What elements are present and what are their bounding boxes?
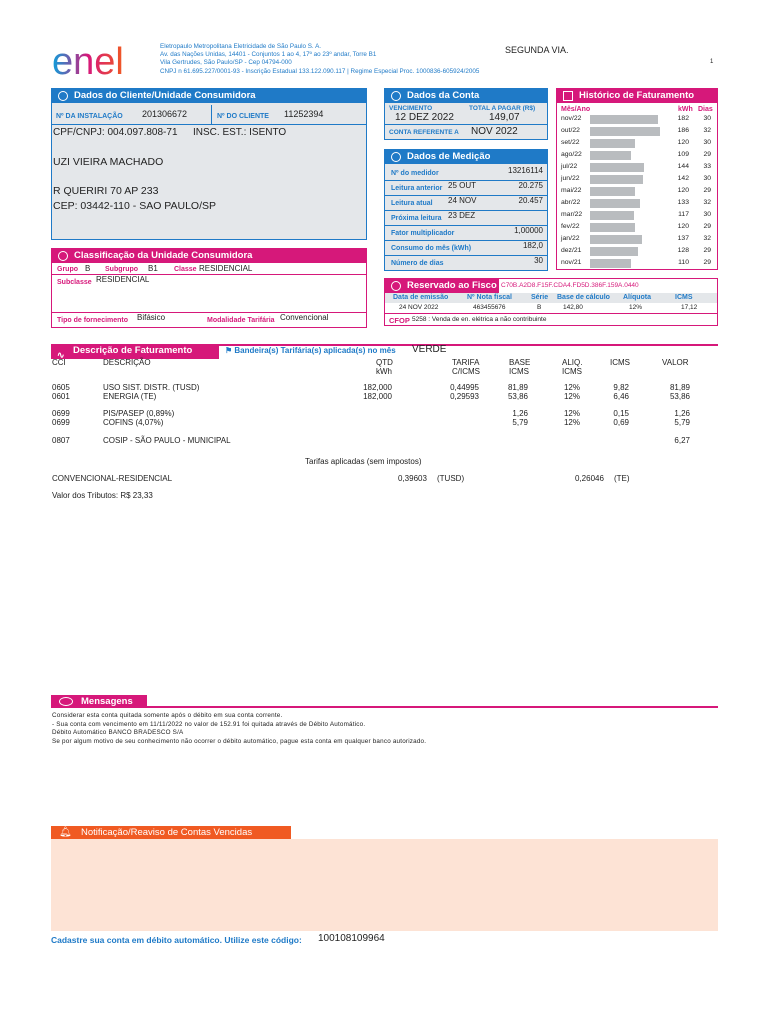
total-label: TOTAL A PAGAR (R$) xyxy=(469,105,536,112)
vencimento-value: 12 DEZ 2022 xyxy=(395,112,454,123)
fisco-value-cell: 12% xyxy=(629,304,643,311)
fat-qtd: 182,000 xyxy=(363,392,392,401)
fisco-header-cell: Nº Nota fiscal xyxy=(467,294,512,301)
hist-mes: fev/22 xyxy=(561,223,580,230)
hist-dias: 29 xyxy=(703,223,711,230)
fat-valor: 81,89 xyxy=(669,383,690,392)
user-icon xyxy=(391,91,401,101)
hist-mes: set/22 xyxy=(561,139,580,146)
hist-dias: 30 xyxy=(703,211,711,218)
fisco-header: Reservado ao Fisco xyxy=(385,279,499,293)
fat-cci: 0699 xyxy=(52,409,70,418)
clock-icon xyxy=(391,152,401,162)
instalacao-value: 201306672 xyxy=(142,109,188,119)
hist-dias: 33 xyxy=(703,163,711,170)
page-number: 1 xyxy=(710,59,714,65)
fat-valor: 5,79 xyxy=(674,418,690,427)
fisco-header-cell: ICMS xyxy=(675,294,693,301)
classif-header: Classificação da Unidade Consumidora xyxy=(52,249,366,263)
grupo-value: B xyxy=(85,264,91,273)
fat-cci: 0601 xyxy=(52,392,70,401)
hist-kwh: 182 xyxy=(677,115,689,122)
col-dias: Dias xyxy=(698,106,713,113)
hist-bar xyxy=(590,223,635,232)
hist-mes: mar/22 xyxy=(561,211,583,218)
medicao-label: Fator multiplicador xyxy=(391,230,455,237)
hist-mes: nov/22 xyxy=(561,115,582,122)
medicao-value: 13216114 xyxy=(508,166,543,175)
th-tarifa2: C/ICMS xyxy=(452,367,480,376)
bandeira: ⚑ Bandeira(s) Tarifária(s) aplicada(s) no mês xyxy=(225,346,396,355)
fat-aliq: 12% xyxy=(563,383,580,392)
fisco-value-cell: 142,80 xyxy=(563,304,583,311)
hist-kwh: 186 xyxy=(677,127,689,134)
fat-base: 81,89 xyxy=(507,383,528,392)
hist-mes: jul/22 xyxy=(561,163,578,170)
fat-cci: 0807 xyxy=(52,436,70,445)
tarifa-nome: CONVENCIONAL-RESIDENCIAL xyxy=(52,474,173,483)
fisco-header-cell: Série xyxy=(531,294,549,301)
historico-box xyxy=(556,88,718,270)
th-base: BASE xyxy=(509,358,531,367)
fat-desc: COFINS (4,07%) xyxy=(103,418,164,427)
fat-desc: ENERGIA (TE) xyxy=(103,392,157,401)
medicao-label: Leitura anterior xyxy=(391,185,443,192)
hist-kwh: 120 xyxy=(677,187,689,194)
fisco-value-cell: 17,12 xyxy=(681,304,698,311)
conta-box xyxy=(384,88,548,140)
speech-icon xyxy=(59,697,73,706)
fat-cci: 0605 xyxy=(52,383,70,392)
fisco-code: C70B.A2D8.F15F.CDA4.FD5D.386F.159A.0440 xyxy=(501,282,639,289)
debito-text: Cadastre sua conta em débito automático. Utilize este código: xyxy=(51,935,302,945)
hist-bar xyxy=(590,127,660,136)
fat-aliq: 12% xyxy=(563,418,580,427)
hist-kwh: 117 xyxy=(678,211,689,218)
cep: CEP: 03442-110 - SAO PAULO/SP xyxy=(53,200,217,212)
cliente-header: Dados do Cliente/Unidade Consumidora xyxy=(52,89,366,103)
hist-bar xyxy=(590,199,640,208)
medicao-value: 20.457 xyxy=(518,196,543,205)
total-value: 149,07 xyxy=(489,112,520,123)
hist-bar xyxy=(590,175,643,184)
trend-icon: ∿ xyxy=(57,350,65,360)
faturamento-header: ∿ Descrição de Faturamento xyxy=(51,344,219,359)
hist-bar xyxy=(590,163,644,172)
medicao-date: 23 DEZ xyxy=(448,211,476,220)
hist-bar xyxy=(590,211,634,220)
hist-bar xyxy=(590,187,635,196)
cpf: CPF/CNPJ: 004.097.808-71 xyxy=(53,127,178,138)
th-qtd2: kWh xyxy=(376,367,392,376)
tributos: Valor dos Tributos: R$ 23,33 xyxy=(52,491,153,500)
bar-chart-icon xyxy=(563,91,573,101)
svg-text:enel: enel xyxy=(52,44,124,80)
modalidade-label: Modalidade Tarifária xyxy=(207,317,275,324)
hist-mes: out/22 xyxy=(561,127,580,134)
historico-header: Histórico de Faturamento xyxy=(557,89,717,103)
th-icms: ICMS xyxy=(610,358,630,367)
hist-kwh: 120 xyxy=(677,139,689,146)
hist-kwh: 120 xyxy=(677,223,689,230)
insc-est: INSC. EST.: ISENTO xyxy=(193,127,287,138)
te-label: (TE) xyxy=(614,474,630,483)
hist-mes: mai/22 xyxy=(561,187,582,194)
cfop-label: CFOP xyxy=(389,316,410,325)
referente-label: CONTA REFERENTE A xyxy=(389,129,459,136)
hist-dias: 29 xyxy=(703,247,711,254)
user-icon xyxy=(58,91,68,101)
subclasse-value: RESIDENCIAL xyxy=(96,275,150,284)
hist-mes: abr/22 xyxy=(561,199,581,206)
hist-kwh: 137 xyxy=(677,235,689,242)
tusd-label: (TUSD) xyxy=(437,474,465,483)
hist-mes: jan/22 xyxy=(561,235,580,242)
cliente-label: Nº DO CLIENTE xyxy=(217,113,269,120)
fisco-header-cell: Base de cálculo xyxy=(557,294,610,301)
medicao-value: 20.275 xyxy=(518,181,543,190)
fat-desc: PIS/PASEP (0,89%) xyxy=(103,409,175,418)
hist-bar xyxy=(590,151,631,160)
medicao-label: Consumo do mês (kWh) xyxy=(391,245,472,252)
th-qtd: QTD xyxy=(376,358,393,367)
medicao-value: 30 xyxy=(534,256,543,265)
hist-dias: 32 xyxy=(703,199,711,206)
hist-bar xyxy=(590,115,658,124)
th-tarifa: TARIFA xyxy=(452,358,480,367)
flag-icon: ⚑ xyxy=(225,346,233,355)
hist-dias: 30 xyxy=(703,175,711,182)
notificacao-header: 🔔︎ Notificação/Reaviso de Contas Vencidas xyxy=(51,826,291,839)
subclasse-label: Subclasse xyxy=(57,279,92,286)
hist-dias: 29 xyxy=(703,187,711,194)
notificacao-box xyxy=(51,839,718,931)
mensagens-header: Mensagens xyxy=(51,695,147,708)
medicao-header: Dados de Medição xyxy=(385,150,547,164)
grupo-label: Grupo xyxy=(57,266,78,273)
classe-label: Classe xyxy=(174,266,197,273)
fat-icms: 0,69 xyxy=(613,418,629,427)
fisco-value-cell: 463455676 xyxy=(473,304,506,311)
fisco-box xyxy=(384,278,718,326)
hist-dias: 32 xyxy=(703,235,711,242)
mensagens-text: Considerar esta conta quitada somente após o débito em sua conta corrente. - Sua conta com vencimento em 11/11/2022 no valor de 152.91 foi quitada através de Débito Automático. Débito Automático BANCO BRADESCO S/A Se por algum motivo de seu conhecimento não ocorrer o débito automático, pague esta conta em qualquer banco autorizado. xyxy=(52,712,427,745)
hist-kwh: 128 xyxy=(677,247,689,254)
th-aliq: ALIQ. xyxy=(562,358,583,367)
th-valor: VALOR xyxy=(662,358,689,367)
modalidade-value: Convencional xyxy=(280,313,329,322)
th-base2: ICMS xyxy=(509,367,529,376)
medicao-label: Próxima leitura xyxy=(391,215,442,222)
vencimento-label: VENCIMENTO xyxy=(389,105,433,112)
hist-dias: 29 xyxy=(703,259,711,266)
fat-base: 1,26 xyxy=(512,409,528,418)
subgrupo-label: Subgrupo xyxy=(105,266,139,273)
bell-icon: 🔔︎ xyxy=(59,827,72,838)
fat-base: 53,86 xyxy=(507,392,528,401)
hist-bar xyxy=(590,235,642,244)
fisco-header-cell: Data de emissão xyxy=(393,294,449,301)
medicao-date: 24 NOV xyxy=(448,196,477,205)
fornecimento-label: Tipo de fornecimento xyxy=(57,317,129,324)
subgrupo-value: B1 xyxy=(148,264,158,273)
hist-dias: 29 xyxy=(703,151,711,158)
fat-aliq: 12% xyxy=(563,392,580,401)
medicao-label: Nº do medidor xyxy=(391,170,439,177)
hist-mes: dez/21 xyxy=(561,247,582,254)
th-cci: CCI xyxy=(52,358,66,367)
fat-desc: COSIP - SÃO PAULO - MUNICIPAL xyxy=(103,436,231,445)
col-mes: Mês/Ano xyxy=(561,106,591,113)
referente-value: NOV 2022 xyxy=(471,126,518,137)
fat-valor: 53,86 xyxy=(669,392,690,401)
classif-box xyxy=(51,248,367,328)
instalacao-label: Nº DA INSTALAÇÃO xyxy=(56,113,123,120)
fat-tarifa: 0,44995 xyxy=(450,383,479,392)
bandeira-value: VERDE xyxy=(412,344,447,355)
fat-icms: 0,15 xyxy=(613,409,629,418)
fornecimento-value: Bifásico xyxy=(137,313,166,322)
th-aliq2: ICMS xyxy=(562,367,582,376)
col-kwh: kWh xyxy=(678,106,693,113)
fat-aliq: 12% xyxy=(563,409,580,418)
enel-logo xyxy=(50,44,140,80)
cliente-value: 11252394 xyxy=(284,109,324,119)
tarifas-title: Tarifas aplicadas (sem impostos) xyxy=(305,457,422,466)
debito-code: 100108109964 xyxy=(318,933,385,944)
hist-dias: 30 xyxy=(703,115,711,122)
user-icon xyxy=(58,251,68,261)
copy-label: SEGUNDA VIA. xyxy=(505,45,569,55)
hist-kwh: 133 xyxy=(677,199,689,206)
th-desc: DESCRIÇÃO xyxy=(103,358,151,367)
endereco: R QUERIRI 70 AP 233 xyxy=(53,185,159,197)
tusd-value: 0,39603 xyxy=(398,474,427,483)
cliente-nome: UZI VIEIRA MACHADO xyxy=(53,156,164,168)
hist-kwh: 109 xyxy=(677,151,689,158)
hist-bar xyxy=(590,247,638,256)
fat-tarifa: 0,29593 xyxy=(450,392,479,401)
fat-desc: USO SIST. DISTR. (TUSD) xyxy=(103,383,200,392)
medicao-label: Leitura atual xyxy=(391,200,433,207)
medicao-divider xyxy=(385,255,547,256)
te-value: 0,26046 xyxy=(575,474,604,483)
hist-mes: jun/22 xyxy=(561,175,580,182)
hist-dias: 30 xyxy=(703,139,711,146)
fat-cci: 0699 xyxy=(52,418,70,427)
hist-kwh: 144 xyxy=(677,163,689,170)
fat-icms: 6,46 xyxy=(613,392,629,401)
cfop-value: 5258 : Venda de en. elétrica a não contribuinte xyxy=(412,316,547,323)
hist-mes: nov/21 xyxy=(561,259,582,266)
fat-valor: 6,27 xyxy=(674,436,690,445)
fat-base: 5,79 xyxy=(512,418,528,427)
medicao-label: Número de dias xyxy=(391,260,444,267)
fat-qtd: 182,000 xyxy=(363,383,392,392)
company-info: Eletropaulo Metropolitana Eletricidade de São Paulo S. A. Av. das Nações Unidas, 14401 - Conjuntos 1 ao 4, 17º ao 23º andar, Torre B1 Vila Gertrudes, São Paulo/SP - Cep 04794-000 CNPJ n 61.695.227/0001-93 - Inscrição Estadual 133.122.090.117 | Regime Especial Proc. 1000836-605924/2005 xyxy=(160,43,480,75)
fisco-header-cell: Alíquota xyxy=(623,294,651,301)
medicao-date: 25 OUT xyxy=(448,181,477,190)
hist-kwh: 110 xyxy=(678,259,689,266)
fat-valor: 1,26 xyxy=(674,409,690,418)
hist-mes: ago/22 xyxy=(561,151,582,158)
conta-header: Dados da Conta xyxy=(385,89,547,103)
fisco-value-cell: B xyxy=(537,304,542,311)
hist-kwh: 142 xyxy=(677,175,689,182)
fat-icms: 9,82 xyxy=(613,383,629,392)
medicao-value: 1,00000 xyxy=(514,226,543,235)
hist-bar xyxy=(590,259,631,268)
classe-value: RESIDENCIAL xyxy=(199,264,253,273)
medicao-box xyxy=(384,149,548,271)
medicao-value: 182,0 xyxy=(522,241,543,250)
hist-bar xyxy=(590,139,635,148)
receipt-icon xyxy=(391,281,401,291)
cliente-box xyxy=(51,88,367,240)
hist-dias: 32 xyxy=(703,127,711,134)
fisco-value-cell: 24 NOV 2022 xyxy=(399,304,439,311)
